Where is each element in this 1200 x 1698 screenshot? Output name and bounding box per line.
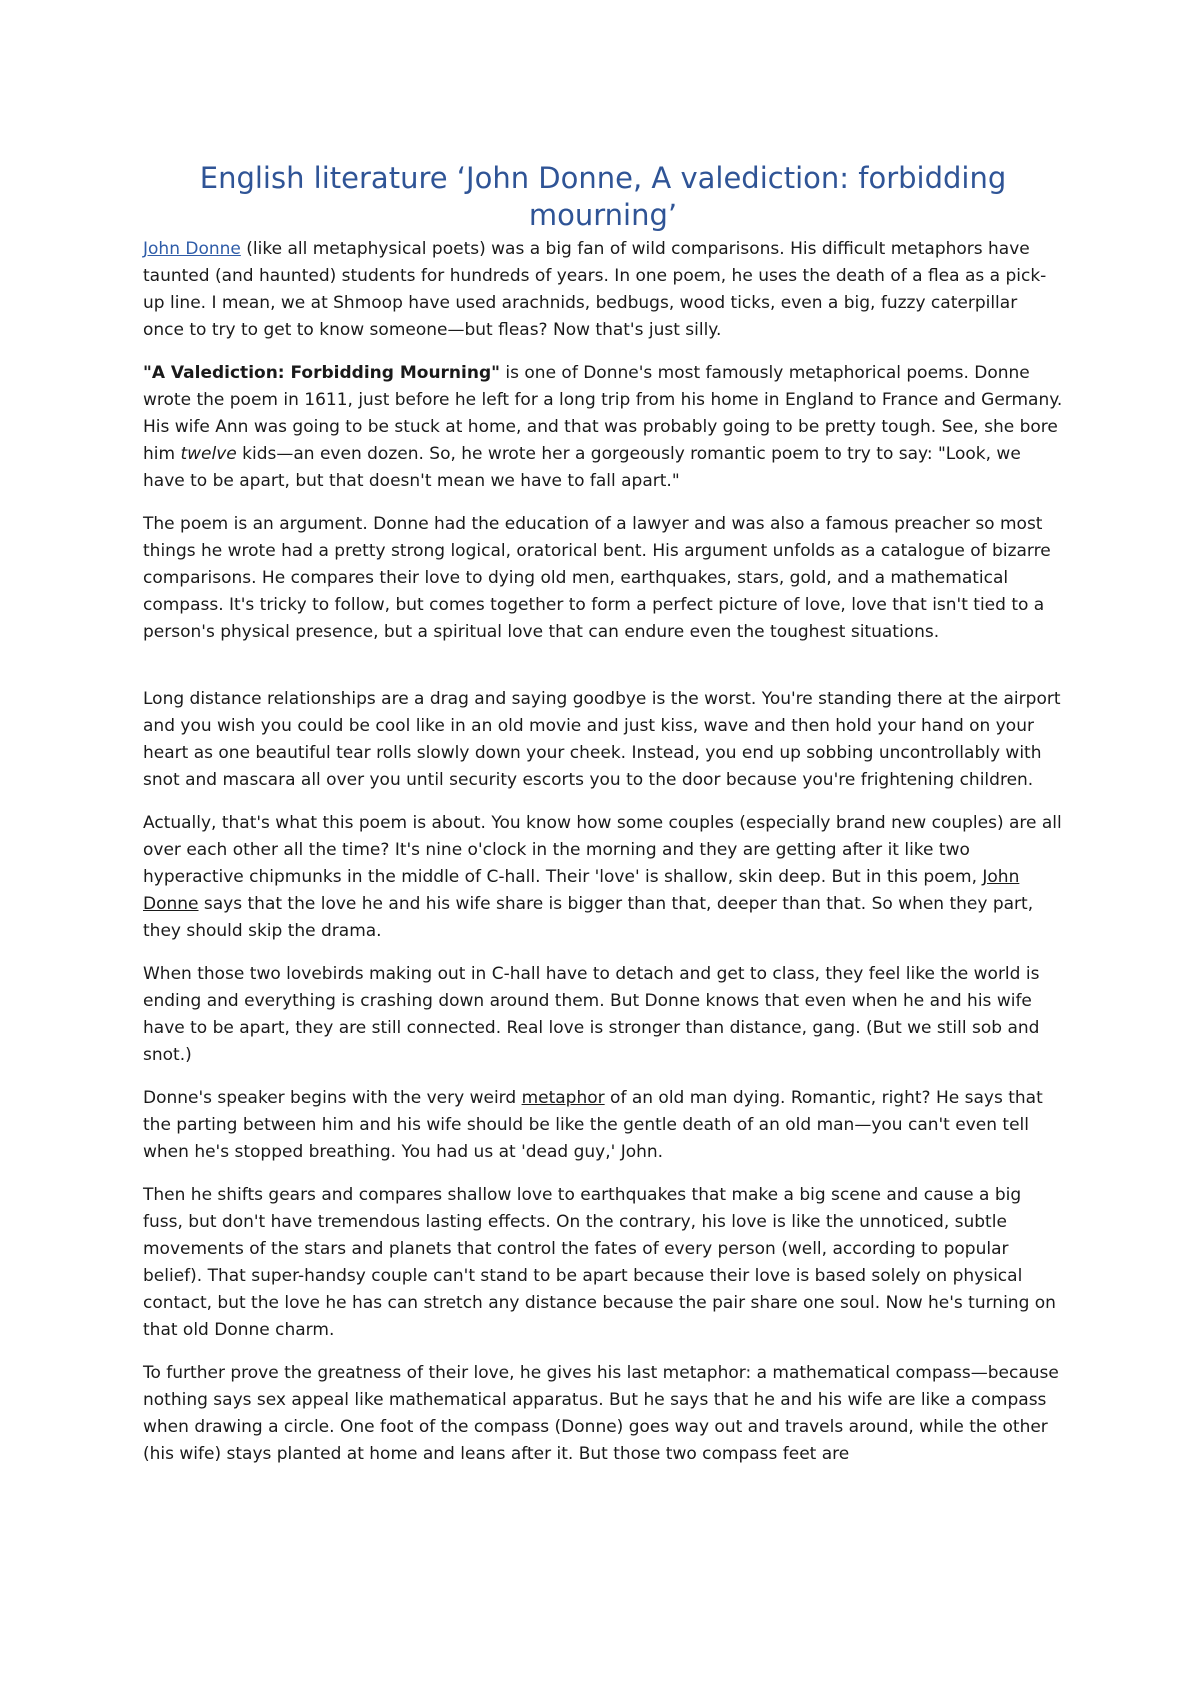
paragraph-text: is one of Donne's most famously metaphorical poems. Donne wrote the poem in 1611, just before he left for a long trip from his home in England to France and Germany. His wife Ann was going to be stuck at home, and that was probably going to be pretty tough. See, she bore him: [143, 363, 1063, 464]
paragraph-lovebirds: When those two lovebirds making out in C-hall have to detach and get to class, they feel like the world is ending and everything is crashing down around them. But Donne knows that even when he and his wife have to be apart, they are still connected. Real love is stronger than distance, gang. (But we still sob and snot.): [143, 964, 1040, 1065]
john-donne-link[interactable]: John Donne: [143, 239, 241, 259]
paragraph-compass: To further prove the greatness of their love, he gives his last metaphor: a mathematical compass—because nothing says sex appeal like mathematical apparatus. But he says that he and his wife are like a compass when drawing a circle. One foot of the compass (Donne) goes way out and travels around, while the other (his wife) stays planted at home and leans after it. But those two compass feet are: [143, 1363, 1059, 1464]
document-title: English literature ‘John Donne, A valediction: forbidding mourning’: [199, 161, 1007, 232]
paragraph-intro: [143, 236, 1063, 344]
paragraph-speaker: [143, 1085, 1063, 1166]
paragraph-text: Donne's speaker begins with the very weird: [143, 1088, 522, 1108]
john-donne-link-2[interactable]: John Donne: [143, 867, 1020, 914]
poem-title-bold: "A Valediction: Forbidding Mourning": [143, 363, 500, 383]
emphasis-text: twelve: [180, 444, 237, 464]
paragraph-text: kids—an even dozen. So, he wrote her a gorgeously romantic poem to try to say: "Look, we have to be apart, but that doesn't mean we have to fall apart.": [143, 444, 1021, 491]
paragraph-earthquakes: Then he shifts gears and compares shallow love to earthquakes that make a big scene and cause a big fuss, but don't have tremendous lasting effects. On the contrary, his love is like the unnoticed, subtle movements of the stars and planets that control the fates of every person (well, according to popular belief). That super-handsy couple can't stand to be apart because their love is based solely on physical contact, but the love he has can stretch any distance because the pair share one soul. Now he's turning on that old Donne charm.: [143, 1185, 1056, 1340]
paragraph-poem-background: [143, 360, 1063, 495]
paragraph-text: says that the love he and his wife share is bigger than that, deeper than that. So when they part, they should skip the drama.: [143, 894, 1034, 941]
paragraph-text: of an old man dying. Romantic, right? He says that the parting between him and his wife should be like the gentle death of an old man—you can't even tell when he's stopped breathing. You had us at 'dead guy,' John.: [143, 1088, 1043, 1162]
paragraph-argument: The poem is an argument. Donne had the education of a lawyer and was also a famous preacher so most things he wrote had a pretty strong logical, oratorical bent. His argument unfolds as a catalogue of bizarre comparisons. He compares their love to dying old men, earthquakes, stars, gold, and a mathematical compass. It's tricky to follow, but comes together to form a perfect picture of love, love that isn't tied to a person's physical presence, but a spiritual love that can endure even the toughest situations.: [143, 514, 1051, 642]
metaphor-link[interactable]: metaphor: [521, 1088, 605, 1108]
paragraph-actually: [143, 810, 1063, 945]
blank-line: [143, 662, 1063, 686]
paragraph-text: Actually, that's what this poem is about. You know how some couples (especially brand new couples) are all over each other all the time? It's nine o'clock in the morning and they are getting after it like two hyperactive chipmunks in the middle of C-hall. Their 'love' is shallow, skin deep. But in this poem,: [143, 813, 1062, 887]
paragraph-long-distance: Long distance relationships are a drag and saying goodbye is the worst. You're standing there at the airport and you wish you could be cool like in an old movie and just kiss, wave and then hold your hand on your heart as one beautiful tear rolls slowly down your cheek. Instead, you end up sobbing uncontrollably with snot and mascara all over you until security escorts you to the door because you're frightening children.: [143, 689, 1061, 790]
document-page: [143, 160, 1063, 1484]
paragraph-intro-text: (like all metaphysical poets) was a big fan of wild comparisons. His difficult metaphors have taunted (and haunted) students for hundreds of years. In one poem, he uses the death of a flea as a pick-up line. I mean, we at Shmoop have used arachnids, bedbugs, wood ticks, even a big, fuzzy caterpillar once to try to get to know someone—but fleas? Now that's just silly.: [143, 239, 1047, 340]
